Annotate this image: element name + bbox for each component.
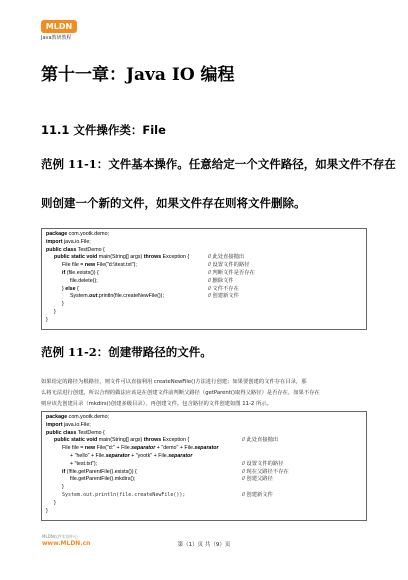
code-token: (!file.getParentFile().exists()) { [65,468,137,475]
code-token: { [75,285,79,292]
code-field: separator [105,452,130,459]
code-line [46,254,362,262]
code-token: main(String[] args) [97,437,144,444]
code-comment: // 现在父路径不存在 [242,468,289,475]
code-token: } [62,301,64,308]
code-keyword: import [46,238,63,245]
code-token: (file.exists()) { [65,269,99,276]
page-number: 第（1）页 共（9）页 [177,542,231,548]
code-field: separator [168,452,193,459]
code-token: file.delete(); [70,277,98,284]
code-line [46,301,362,309]
code-keyword: public static void [54,254,98,261]
code-line [46,461,362,469]
code-keyword: new [84,262,96,269]
code-comment: // 文件不存在 [208,285,239,292]
code-comment: // 创建新文件 [242,491,273,498]
code-line [46,239,362,247]
code-block-2 [41,411,367,521]
code-line [46,500,362,508]
code-token: .println(file.createNewFile()); [97,293,164,300]
code-token: java.io.File; [62,421,91,428]
code-keyword: new [84,445,96,452]
code-field: separator [131,445,156,452]
paragraph-line: 则应该先创建目录（mkdirs()创建多级目录），再创建文件。包含路径的文件创建如图 11-2 所示。 [41,401,272,407]
code-keyword: public class [46,429,77,436]
code-token: } [62,285,66,292]
code-token: File("d:\\test.txt"); [95,262,137,269]
code-comment: // 判断文件是否存在 [208,269,255,276]
code-token: + "test.txt"); [70,460,98,467]
code-token: + "demo" + File. [155,445,195,452]
code-token: com.yootk.demo; [67,414,110,420]
code-token: System.out.println(file.createNewFile()); [62,491,186,498]
code-token: TestDemo { [76,429,105,436]
header-logo [41,20,87,41]
code-line [46,469,362,477]
code-keyword: public class [46,246,77,253]
code-line [46,437,362,445]
code-comment: // 设置文件的路径 [242,460,284,467]
page-footer [0,530,408,560]
code-token: TestDemo { [76,246,105,253]
code-line [46,484,362,492]
code-line [46,414,362,422]
code-keyword: if [62,269,66,276]
paragraph-line: 么将无法进行创建。所以合理的做法应该是在创建文件前判断父路径（getParent()取得父路径）是否存在，如果不存在 [41,390,320,396]
code-token: } [54,499,56,506]
chapter-title: 第十一章：Java IO 编程 [41,65,235,85]
section-title: 11.1 文件操作类：File [41,123,166,137]
code-line [46,231,362,239]
code-token: + "hello" + File. [70,452,106,459]
code-line [46,293,362,301]
code-line [46,247,362,255]
code-keyword: else [65,285,76,292]
code-token: main(String[] args) [97,254,144,261]
code-token: file.getParentFile().mkdirs(); [70,476,136,483]
logo-badge: MLDN [41,20,77,33]
code-line [46,270,362,278]
code-field: separator [194,445,219,452]
code-line [46,317,362,325]
footer-logo-url: www.MLDN.cn [42,540,91,547]
code-token: } [46,507,48,514]
code-comment: // 设置文件的路径 [208,262,250,269]
code-keyword: package [46,231,68,237]
code-token: System. [70,293,90,300]
code-token: java.io.File; [62,238,91,245]
code-token: } [46,316,48,323]
example1-line2: 则创建一个新的文件，如果文件存在则将文件删除。 [41,196,306,210]
code-line [46,422,362,430]
code-comment: // 删除文件 [208,277,234,284]
code-token: Exception { [161,254,190,261]
code-keyword: if [62,468,66,475]
body-paragraph [41,377,375,410]
code-comment: // 创建父路径 [242,476,273,483]
code-token: } [62,484,64,491]
code-token: + "yootk" + File. [129,452,169,459]
code-comment: // 此处直接抛出 [208,254,245,261]
code-token: File file = [62,445,85,452]
code-line [46,508,362,516]
code-keyword: import [46,421,63,428]
code-keyword: throws [143,254,162,261]
code-keyword: public static void [54,437,98,444]
code-line [46,309,362,317]
code-block-1 [41,228,367,330]
code-keyword: package [46,414,68,420]
logo-subtitle: Java教研教程 [41,35,72,41]
code-token: com.yootk.demo; [67,231,110,237]
code-line [46,278,362,286]
code-line [46,492,362,500]
example1-line1: 范例 11-1：文件基本操作。任意给定一个文件路径，如果文件不存在 [41,157,396,171]
code-keyword: throws [143,437,162,444]
code-comment: // 此处直接抛出 [242,437,279,444]
code-comment: // 创建新文件 [208,293,239,300]
code-line [46,430,362,438]
code-line [46,453,362,461]
code-field: out [89,293,98,300]
code-line [46,445,362,453]
code-line [46,262,362,270]
code-token: File("d:" + File. [95,445,132,452]
footer-logo-small: MLDN软件实训中心 [42,534,78,539]
code-line [46,476,362,484]
paragraph-line: 如果给定的路径为根路径，则文件可以直接利用 createNewFile()方法进行创建；如果要创建的文件存在目录，那 [41,379,307,385]
code-token: } [54,308,56,315]
code-token: File file = [62,262,85,269]
code-token: Exception { [161,437,190,444]
example2-title: 范例 11-2：创建带路径的文件。 [41,345,212,359]
code-line [46,286,362,294]
